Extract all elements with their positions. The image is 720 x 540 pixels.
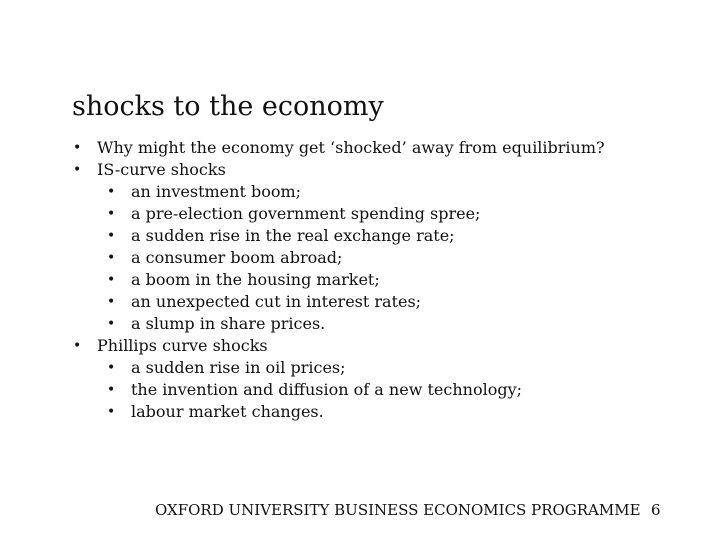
bullet-icon: • (73, 338, 82, 354)
list-item-text: Phillips curve shocks (97, 336, 268, 355)
bullet-icon: • (107, 250, 116, 266)
bullet-icon: • (73, 140, 82, 156)
list-item-text: Why might the economy get ‘shocked’ away from equilibrium? (97, 138, 605, 157)
list-item-text: an unexpected cut in interest rates; (131, 292, 422, 311)
bullet-icon: • (107, 228, 116, 244)
bullet-icon: • (107, 316, 116, 332)
list-item-text: IS-curve shocks (97, 160, 226, 179)
bullet-icon: • (107, 360, 116, 376)
list-item-text: a pre-election government spending spree; (131, 204, 481, 223)
bullet-icon: • (107, 382, 116, 398)
bullet-icon: • (73, 162, 82, 178)
list-item-text: a consumer boom abroad; (131, 248, 343, 267)
list-item-text: a sudden rise in the real exchange rate; (131, 226, 455, 245)
list-item-text: the invention and diffusion of a new technology; (131, 380, 522, 399)
list-item-text: an investment boom; (131, 182, 302, 201)
bullet-icon: • (107, 272, 116, 288)
list-item-text: a sudden rise in oil prices; (131, 358, 346, 377)
bullet-icon: • (107, 184, 116, 200)
slide-title: shocks to the economy (72, 91, 384, 122)
list-item-text: a slump in share prices. (131, 314, 326, 333)
list-item-text: labour market changes. (131, 402, 324, 421)
footer-text: OXFORD UNIVERSITY BUSINESS ECONOMICS PROGRAMME (155, 501, 641, 519)
bullet-icon: • (107, 404, 116, 420)
bullet-icon: • (107, 206, 116, 222)
list-item-text: a boom in the housing market; (131, 270, 380, 289)
bullet-icon: • (107, 294, 116, 310)
page-number: 6 (651, 501, 661, 519)
